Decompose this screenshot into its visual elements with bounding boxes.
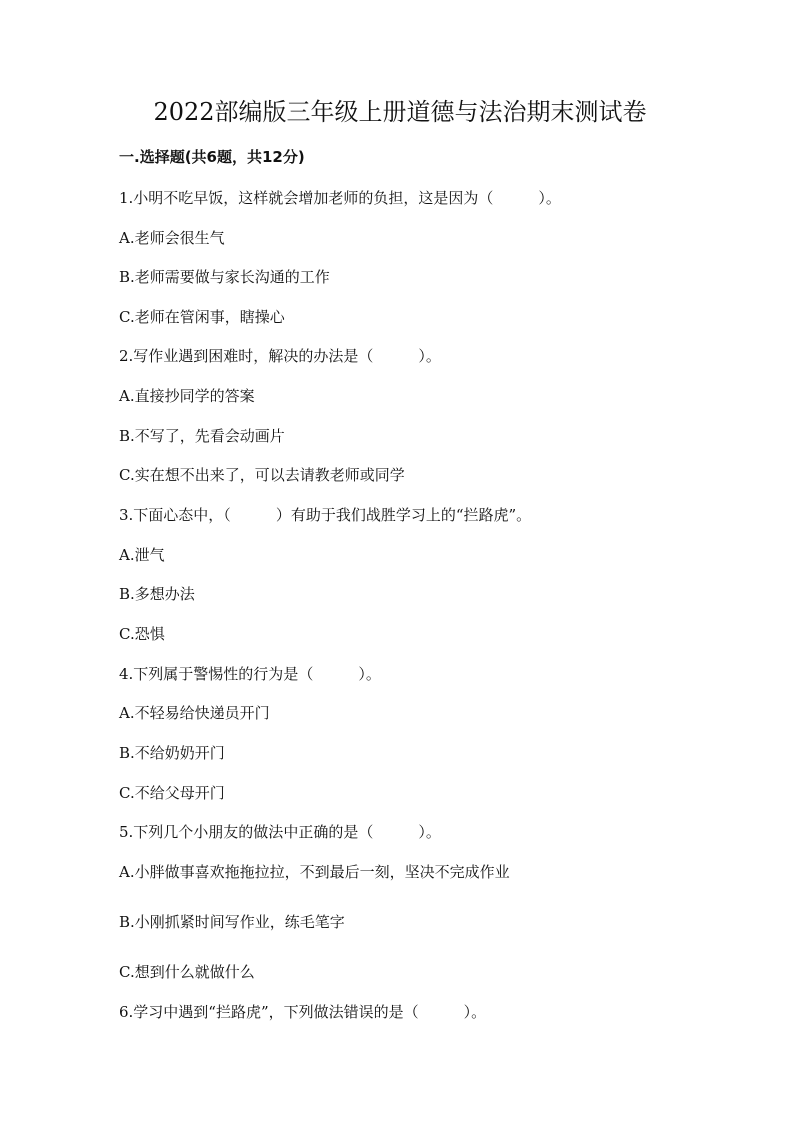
question-4-option-c: C.不给父母开门: [119, 784, 225, 802]
question-3-stem: 3.下面心态中，（ ）有助于我们战胜学习上的“拦路虎”。: [119, 506, 532, 524]
section-heading: 一.选择题(共6题，共12分): [119, 148, 305, 166]
question-2-option-b: B.不写了，先看会动画片: [119, 427, 285, 445]
question-1-option-a: A.老师会很生气: [119, 229, 225, 247]
question-5-option-b: B.小刚抓紧时间写作业，练毛笔字: [119, 913, 345, 931]
question-6-stem: 6.学习中遇到“拦路虎”，下列做法错误的是（ ）。: [119, 1003, 487, 1021]
question-1-stem: 1.小明不吃早饭，这样就会增加老师的负担，这是因为（ ）。: [119, 189, 561, 207]
question-2-option-c: C.实在想不出来了，可以去请教老师或同学: [119, 466, 405, 484]
question-3-option-c: C.恐惧: [119, 625, 165, 643]
question-5-option-c: C.想到什么就做什么: [119, 963, 255, 981]
question-3-option-b: B.多想办法: [119, 585, 195, 603]
question-4-option-b: B.不给奶奶开门: [119, 744, 225, 762]
question-3-option-a: A.泄气: [119, 546, 165, 564]
question-5-option-a: A.小胖做事喜欢拖拖拉拉，不到最后一刻，坚决不完成作业: [119, 863, 510, 881]
question-1-option-c: C.老师在管闲事，瞎操心: [119, 308, 285, 326]
question-4-option-a: A.不轻易给快递员开门: [119, 704, 270, 722]
question-2-stem: 2.写作业遇到困难时，解决的办法是（ ）。: [119, 347, 441, 365]
question-5-stem: 5.下列几个小朋友的做法中正确的是（ ）。: [119, 823, 441, 841]
page-title: 2022部编版三年级上册道德与法治期末测试卷: [153, 98, 647, 126]
question-4-stem: 4.下列属于警惕性的行为是（ ）。: [119, 665, 381, 683]
question-1-option-b: B.老师需要做与家长沟通的工作: [119, 268, 330, 286]
question-2-option-a: A.直接抄同学的答案: [119, 387, 255, 405]
